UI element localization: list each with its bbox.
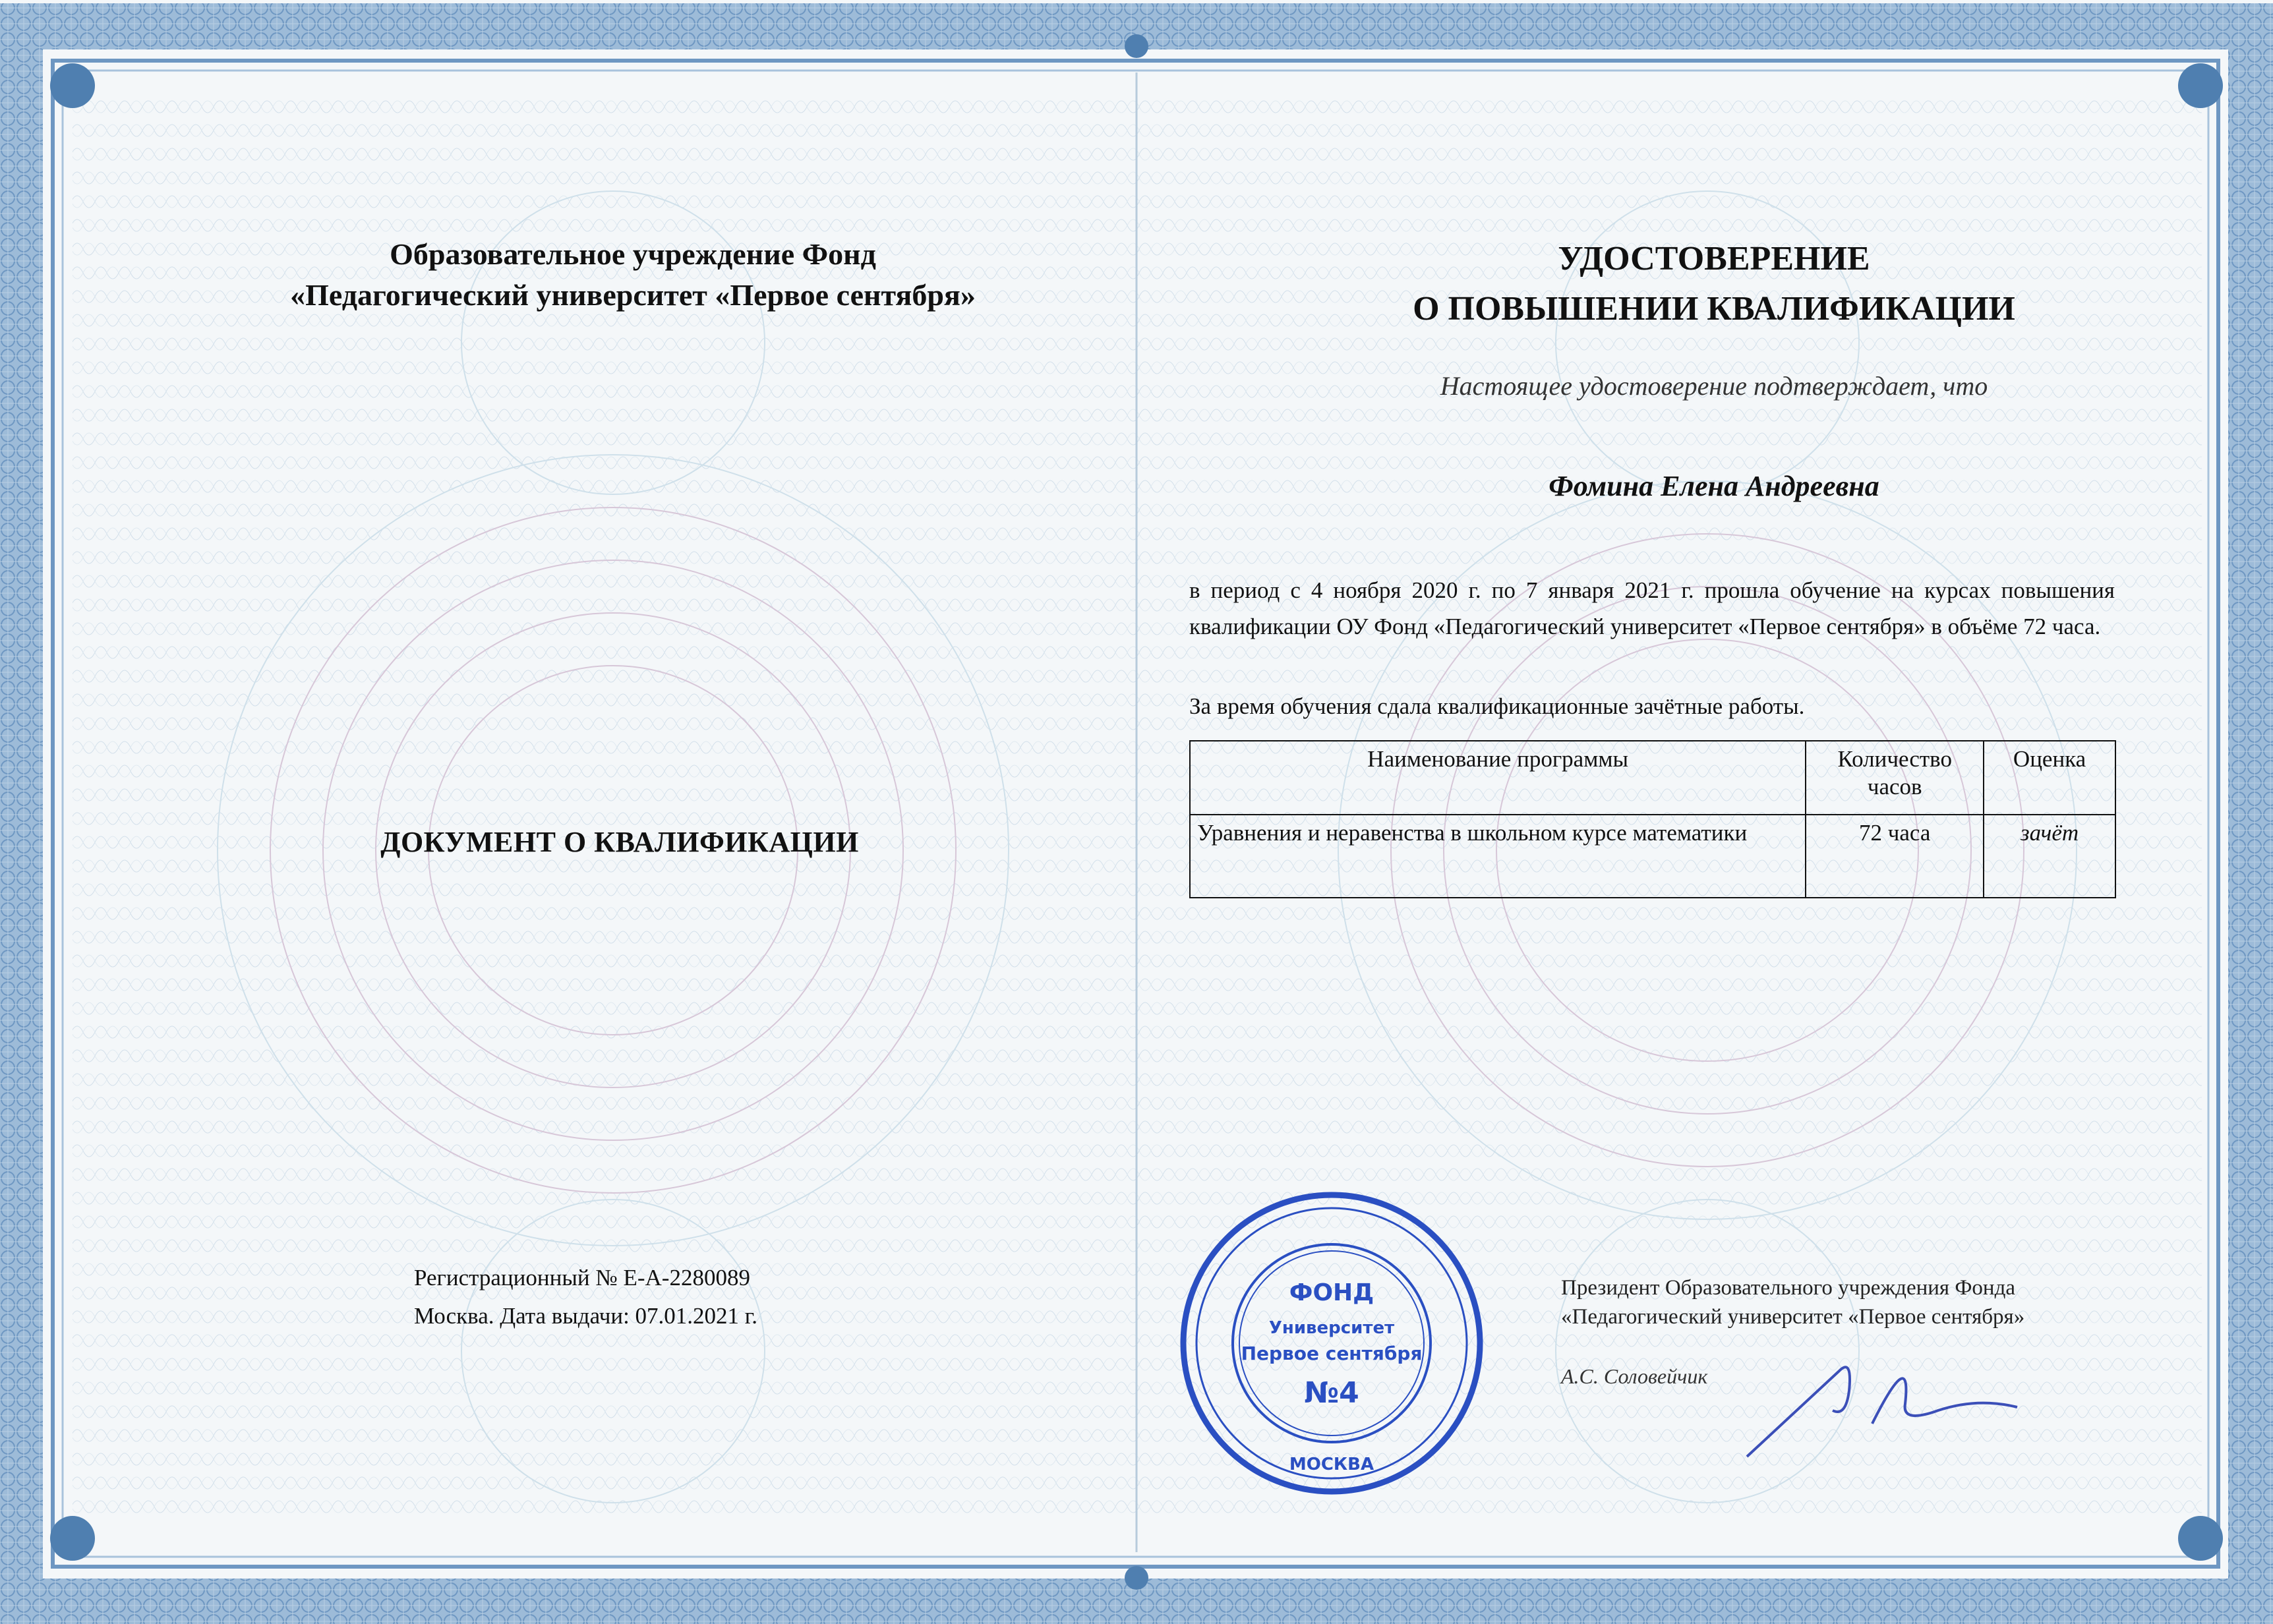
stamp-fund: ФОНД	[1289, 1279, 1374, 1306]
signer-name: А.С. Соловейчик	[1561, 1364, 1708, 1388]
stamp-city: МОСКВА	[1289, 1455, 1374, 1474]
registration-block	[414, 1259, 757, 1335]
column-header-program: Наименование программы	[1190, 741, 1806, 815]
table-header-row	[1190, 741, 2115, 815]
institution-line-2: «Педагогический университет «Первое сентября»	[290, 278, 976, 312]
program-cell: Уравнения и неравенства в школьном курсе математики	[1190, 815, 1806, 898]
document-kind: ДОКУМЕНТ О КВАЛИФИКАЦИИ	[380, 826, 859, 858]
stamp-number: №4	[1304, 1376, 1359, 1410]
institution-line-1: Образовательное учреждение Фонд	[390, 237, 876, 271]
holder-name: Фомина Елена Андреевна	[1549, 470, 1879, 502]
institution-name	[145, 234, 1121, 316]
grade-cell: зачёт	[1984, 815, 2115, 898]
title-line-2: О ПОВЫШЕНИИ КВАЛИФИКАЦИИ	[1413, 290, 2015, 328]
official-stamp	[1173, 1185, 1490, 1501]
president-line-2: «Педагогический университет «Первое сентября»	[1561, 1305, 2025, 1329]
hours-cell: 72 часа	[1806, 815, 1984, 898]
exam-summary: За время обучения сдала квалификационные зачётные работы.	[1189, 693, 1805, 719]
table-row	[1190, 815, 2115, 898]
column-header-hours: Количество часов	[1806, 741, 1984, 815]
stamp-university: Университет	[1268, 1318, 1395, 1338]
grades-table	[1189, 740, 2116, 898]
president-line-1: Президент Образовательного учреждения Фонда	[1561, 1276, 2016, 1300]
president-title	[1561, 1273, 2024, 1331]
intro-text: Настоящее удостоверение подтверждает, что	[1440, 371, 1988, 401]
signature	[1740, 1331, 2083, 1463]
issue-date: Москва. Дата выдачи: 07.01.2021 г.	[414, 1303, 757, 1329]
registration-number: Регистрационный № Е-А-2280089	[414, 1265, 750, 1290]
training-description: в период с 4 ноября 2020 г. по 7 января 2021 г. прошла обучение на курсах повышения квалификации ОУ Фонд «Педагогический университет «Первое сентября» в объёме 72 часа.	[1189, 577, 2115, 639]
stamp-first-september: Первое сентября	[1241, 1343, 1423, 1364]
column-header-grade: Оценка	[1984, 741, 2115, 815]
certificate-title	[1160, 234, 2268, 334]
title-line-1: УДОСТОВЕРЕНИЕ	[1558, 240, 1870, 277]
